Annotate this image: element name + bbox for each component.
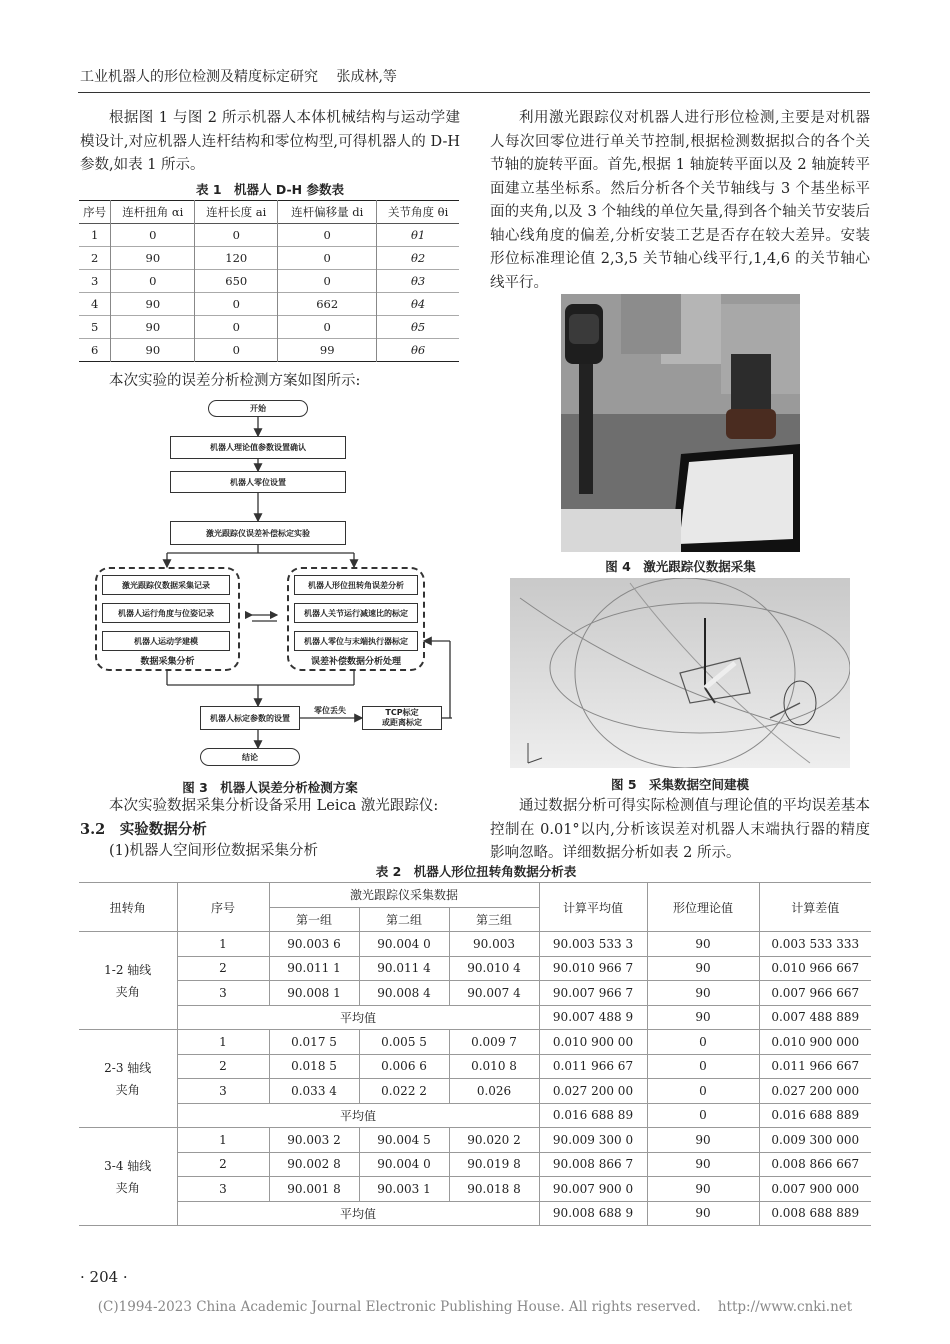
- table1-cell: 0: [111, 270, 195, 293]
- table2-header-g2: 第二组: [359, 907, 449, 932]
- table2-cell: 0.018 5: [269, 1054, 359, 1079]
- laser-tracker-photo-drawing: [561, 294, 800, 552]
- table2-row: [79, 956, 871, 981]
- table2-row: [79, 932, 871, 957]
- table1-cell: 0: [195, 293, 278, 316]
- flow-start: 开始: [208, 400, 308, 417]
- dh-parameter-table: [79, 200, 459, 362]
- running-header: [80, 66, 397, 86]
- table1-cell: θ2: [377, 247, 459, 270]
- table1-cell: 0: [111, 224, 195, 247]
- table2-avg-row: [79, 1103, 871, 1128]
- table2-cell: 0.033 4: [269, 1079, 359, 1104]
- table1-cell: 1: [90, 228, 99, 242]
- table2-row: [79, 1030, 871, 1055]
- flow-right-item-1: 机器人形位扭转角误差分析: [294, 575, 418, 595]
- table2-row: [79, 1054, 871, 1079]
- table2-header-g3: 第三组: [449, 907, 539, 932]
- table1-cell: 3: [90, 274, 99, 288]
- flow-end: 结论: [200, 748, 300, 766]
- table2-cell: 90.003 1: [359, 1177, 449, 1202]
- table1-cell: 2: [90, 251, 99, 265]
- table2-cell: 0.008 866 667: [759, 1152, 871, 1177]
- table2-cell: 0.007 900 000: [759, 1177, 871, 1202]
- table2-avg-row: [79, 1201, 871, 1226]
- table2-cell: 2: [177, 956, 269, 981]
- table1-header: 连杆扭角 αi: [111, 201, 195, 224]
- table1-row: [79, 339, 459, 362]
- table2-header-angle: 扭转角: [79, 883, 177, 932]
- table2-avg-label: 平均值: [177, 1201, 539, 1226]
- table2-cell: 3: [177, 1079, 269, 1104]
- table2-cell: 0.009 7: [449, 1030, 539, 1055]
- table1-header: 连杆偏移量 di: [278, 201, 377, 224]
- table2-cell: 90: [647, 956, 759, 981]
- table2-avg-cell: 90: [647, 1201, 759, 1226]
- table2-row: [79, 981, 871, 1006]
- table2-cell: 90.010 4: [449, 956, 539, 981]
- table2-avg-cell: 90: [647, 1005, 759, 1030]
- flow-step-1: 机器人理论值参数设置确认: [170, 436, 346, 459]
- table2-cell: 90.008 1: [269, 981, 359, 1006]
- table2-avg-label: 平均值: [177, 1005, 539, 1030]
- table1-header: 关节角度 θi: [377, 201, 459, 224]
- table2-cell: 0: [647, 1079, 759, 1104]
- table1-cell: 0: [278, 270, 377, 293]
- fig4-caption: 图 4 激光跟踪仪数据采集: [605, 559, 756, 574]
- table2-cell: 1: [177, 1128, 269, 1153]
- table2-cell: 90: [647, 981, 759, 1006]
- table2-row: [79, 1152, 871, 1177]
- table2-header-group: 激光跟踪仪采集数据: [269, 883, 539, 908]
- table2-header-row-1: [79, 883, 871, 908]
- fig5-caption: 图 5 采集数据空间建模: [610, 777, 750, 792]
- table2-cell: 0.010 900 000: [759, 1030, 871, 1055]
- table1-cell: θ6: [377, 339, 459, 362]
- table2-cell: 90.007 966 7: [539, 981, 647, 1006]
- table1-cell: 0: [278, 316, 377, 339]
- table1-cell: 650: [195, 270, 278, 293]
- table1-cell: 4: [90, 297, 99, 311]
- table2-cell: 0.027 200 00: [539, 1079, 647, 1104]
- table2-cell: 0.007 966 667: [759, 981, 871, 1006]
- table1-row: [79, 293, 459, 316]
- table2-cell: 0: [647, 1030, 759, 1055]
- table2-header-theory: 形位理论值: [647, 883, 759, 932]
- left-para-3: 本次实验数据采集分析设备采用 Leica 激光跟踪仪:: [109, 798, 439, 814]
- table2-cell: 0.022 2: [359, 1079, 449, 1104]
- table2-angle-name: 1-2 轴线 夹角: [79, 932, 177, 1030]
- table1-cell: 120: [195, 247, 278, 270]
- table1-cell: 0: [195, 316, 278, 339]
- table2-cell: 90.004 0: [359, 932, 449, 957]
- right-para-1: 利用激光跟踪仪对机器人进行形位检测,主要是对机器人每次回零位进行单关节控制,根据检测数据拟合的各个关节轴的旋转平面。首先,根据 1 轴旋转平面以及 2 轴旋转平面建立基坐标系。然后分析各个关节轴线与 3 个基坐标平面的夹角,以及 3 个轴线的单位矢量,得到各个轴关节安装后轴心线角度的偏差,分析安装工艺是否存在较大差异。安装形位标准理论值 2,3,5 关节轴心线平行,1,4,6 的关节轴心线平行。: [490, 110, 870, 291]
- table1-cell: 99: [278, 339, 377, 362]
- table2-cell: 2: [177, 1054, 269, 1079]
- flow-step-3: 激光跟踪仪误差补偿标定实验: [170, 521, 346, 545]
- copyright-line: (C)1994-2023 China Academic Journal Electronic Publishing House. All rights reserved. http://www.cnki.net: [97, 1299, 853, 1315]
- flowchart-figure: [92, 395, 452, 770]
- table1-cell: 0: [278, 247, 377, 270]
- table2-header-g1: 第一组: [269, 907, 359, 932]
- table2-cell: 90.001 8: [269, 1177, 359, 1202]
- table2-cell: 2: [177, 1152, 269, 1177]
- table2-header-avg: 计算平均值: [539, 883, 647, 932]
- table2-cell: 90.003: [449, 932, 539, 957]
- header-title: 工业机器人的形位检测及精度标定研究: [80, 69, 318, 85]
- table1-header: 序号: [83, 205, 107, 219]
- page-number: · 204 ·: [80, 1268, 128, 1286]
- table2-row: [79, 1177, 871, 1202]
- table2-header-diff: 计算差值: [759, 883, 871, 932]
- table2-cell: 0.026: [449, 1079, 539, 1104]
- flow-zero-lost: 零位丢失: [314, 706, 346, 715]
- table2-cell: 90: [647, 932, 759, 957]
- table2-cell: 90.011 4: [359, 956, 449, 981]
- table1-cell: 90: [111, 316, 195, 339]
- table2-avg-cell: 0.008 688 889: [759, 1201, 871, 1226]
- right-para-2: 通过数据分析可得实际检测值与理论值的平均误差基本控制在 0.01°以内,分析该误差对机器人末端执行器的精度影响忽略。详细数据分析如表 2 所示。: [490, 798, 870, 861]
- table2-cell: 90.003 533 3: [539, 932, 647, 957]
- table1-cell: 5: [90, 320, 99, 334]
- left-para-1: 根据图 1 与图 2 所示机器人本体机械结构与运动学建模设计,对应机器人连杆结构和零位构型,可得机器人的 D-H 参数,如表 1 所示。: [80, 110, 460, 173]
- table2-cell: 0.011 966 67: [539, 1054, 647, 1079]
- spatial-model-drawing: [510, 578, 850, 768]
- table2-avg-cell: 90.008 688 9: [539, 1201, 647, 1226]
- table2-cell: 90: [647, 1152, 759, 1177]
- flow-right-item-2: 机器人关节运行减速比的标定: [294, 603, 418, 623]
- table2-cell: 90.020 2: [449, 1128, 539, 1153]
- flow-left-item-3: 机器人运动学建模: [102, 631, 230, 651]
- table2-cell: 0.005 5: [359, 1030, 449, 1055]
- table2-avg-cell: 0.016 688 89: [539, 1103, 647, 1128]
- table2-cell: 3: [177, 981, 269, 1006]
- section-heading: 3.2 实验数据分析: [80, 821, 207, 838]
- table2-cell: 90.007 900 0: [539, 1177, 647, 1202]
- table2-cell: 3: [177, 1177, 269, 1202]
- header-rule: [78, 92, 870, 93]
- table1-cell: 90: [111, 339, 195, 362]
- laser-tracker-photo: [561, 294, 800, 552]
- table2-header-seq: 序号: [177, 883, 269, 932]
- table2-cell: 1: [177, 1030, 269, 1055]
- table1-cell: θ4: [377, 293, 459, 316]
- table2-cell: 0.011 966 667: [759, 1054, 871, 1079]
- data-collection-label: 数据采集分析: [140, 657, 195, 667]
- table2-avg-cell: 90.007 488 9: [539, 1005, 647, 1030]
- table2-cell: 90.004 5: [359, 1128, 449, 1153]
- table1-row: [79, 224, 459, 247]
- table2-cell: 90.009 300 0: [539, 1128, 647, 1153]
- table2-row: [79, 1128, 871, 1153]
- table2-cell: 90.018 8: [449, 1177, 539, 1202]
- table2-angle-name: 2-3 轴线 夹角: [79, 1030, 177, 1128]
- table2-cell: 1: [177, 932, 269, 957]
- table2-cell: 0.010 8: [449, 1054, 539, 1079]
- table2-row: [79, 1079, 871, 1104]
- table2-cell: 0.010 900 00: [539, 1030, 647, 1055]
- flow-calib: 机器人标定参数的设置: [200, 706, 300, 730]
- spatial-model-figure: [510, 578, 850, 768]
- table2-cell: 0.027 200 000: [759, 1079, 871, 1104]
- table2-cell: 0.010 966 667: [759, 956, 871, 981]
- header-authors: 张成林,等: [336, 69, 397, 85]
- table2-cell: 90.011 1: [269, 956, 359, 981]
- table2-cell: 0.006 6: [359, 1054, 449, 1079]
- table2-caption: 表 2 机器人形位扭转角数据分析表: [375, 864, 577, 879]
- table2-cell: 90: [647, 1177, 759, 1202]
- table2-cell: 0.017 5: [269, 1030, 359, 1055]
- table1-cell: θ1: [377, 224, 459, 247]
- table1-cell: θ3: [377, 270, 459, 293]
- table1-caption: 表 1 机器人 D-H 参数表: [195, 182, 344, 197]
- table1-header-row: [79, 201, 459, 224]
- table2-cell: 90.010 966 7: [539, 956, 647, 981]
- table1-cell: 90: [111, 293, 195, 316]
- table2-avg-cell: 0.016 688 889: [759, 1103, 871, 1128]
- table2-avg-label: 平均值: [177, 1103, 539, 1128]
- flow-left-item-1: 激光跟踪仪数据采集记录: [102, 575, 230, 595]
- table2-cell: 0: [647, 1054, 759, 1079]
- table1-cell: 0: [195, 339, 278, 362]
- table2-cell: 90.007 4: [449, 981, 539, 1006]
- table2-avg-row: [79, 1005, 871, 1030]
- fig3-caption: 图 3 机器人误差分析检测方案: [182, 780, 358, 795]
- flow-right-item-3: 机器人零位与末端执行器标定: [294, 631, 418, 651]
- table1-cell: 6: [90, 343, 99, 357]
- table1-header: 连杆长度 ai: [195, 201, 278, 224]
- table1-row: [79, 247, 459, 270]
- table2-cell: 0.009 300 000: [759, 1128, 871, 1153]
- table2-cell: 90.003 2: [269, 1128, 359, 1153]
- table1-cell: 0: [195, 224, 278, 247]
- table2-angle-name: 3-4 轴线 夹角: [79, 1128, 177, 1226]
- table2-cell: 0.003 533 333: [759, 932, 871, 957]
- table1-cell: 662: [278, 293, 377, 316]
- table2-avg-cell: 0: [647, 1103, 759, 1128]
- left-para-2: 本次实验的误差分析检测方案如图所示:: [109, 373, 361, 389]
- table1-cell: 90: [111, 247, 195, 270]
- table2-cell: 90.008 4: [359, 981, 449, 1006]
- flow-step-2: 机器人零位设置: [170, 471, 346, 493]
- table2-cell: 90.003 6: [269, 932, 359, 957]
- flow-left-item-2: 机器人运行角度与位姿记录: [102, 603, 230, 623]
- table2-cell: 90.019 8: [449, 1152, 539, 1177]
- twist-angle-table: [79, 882, 871, 1226]
- table2-cell: 90.004 0: [359, 1152, 449, 1177]
- table2-cell: 90.008 866 7: [539, 1152, 647, 1177]
- flow-tcp: TCP标定 或距离标定: [362, 706, 442, 730]
- table1-cell: 0: [278, 224, 377, 247]
- table1-cell: θ5: [377, 316, 459, 339]
- table1-row: [79, 316, 459, 339]
- table1-row: [79, 270, 459, 293]
- table2-cell: 90.002 8: [269, 1152, 359, 1177]
- table2-cell: 90: [647, 1128, 759, 1153]
- table2-avg-cell: 0.007 488 889: [759, 1005, 871, 1030]
- subsection-heading: (1)机器人空间形位数据采集分析: [109, 843, 319, 859]
- error-compensation-label: 误差补偿数据分析处理: [310, 657, 401, 667]
